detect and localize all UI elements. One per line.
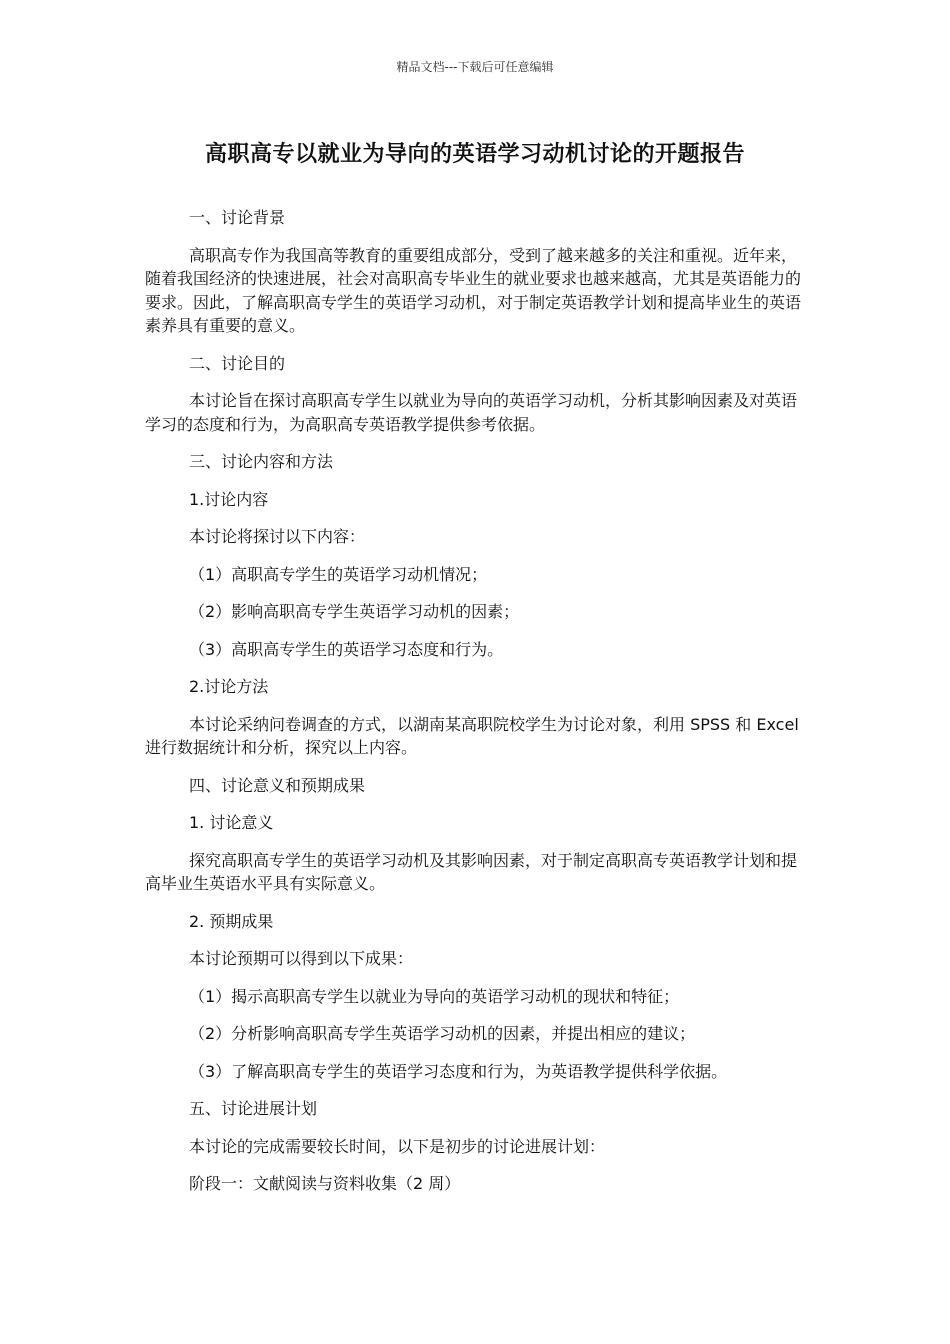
paragraph-schedule-intro: 本讨论的完成需要较长时间，以下是初步的讨论进展计划： <box>189 1136 606 1156</box>
subheading-outcomes: 2. 预期成果 <box>189 911 274 931</box>
schedule-stage-1: 阶段一：文献阅读与资料收集（2 周） <box>189 1174 461 1193</box>
paragraph-content-intro: 本讨论将探讨以下内容： <box>189 527 366 546</box>
paragraph-background: 高职高专作为我国高等教育的重要组成部分，受到了越来越多的关注和重视。近年来，随着我国经济的快速进展，社会对高职高专毕业生的就业要求也越来越高，尤其是英语能力的要求。因此，了解高职高专学生的英语学习动机，对于制定英语教学计划和提高毕业生的英语素养具有重要的意义。 <box>145 245 802 335</box>
section-heading-significance: 四、讨论意义和预期成果 <box>189 775 366 795</box>
list-item: （2）影响高职高专学生英语学习动机的因素； <box>189 602 520 621</box>
document-title: 高职高专以就业为导向的英语学习动机讨论的开题报告 <box>204 142 745 167</box>
page-header: 精品文档---下载后可任意编辑 <box>396 60 554 74</box>
subheading-significance: 1. 讨论意义 <box>189 813 274 832</box>
section-heading-background: 一、讨论背景 <box>189 208 286 227</box>
list-item: （1）揭示高职高专学生以就业为导向的英语学习动机的现状和特征； <box>189 986 680 1006</box>
paragraph-outcomes-intro: 本讨论预期可以得到以下成果： <box>189 949 414 968</box>
paragraph-method: 本讨论采纳问卷调查的方式，以湖南某高职院校学生为讨论对象，利用 SPSS 和 Excel 进行数据统计和分析，探究以上内容。 <box>145 714 799 757</box>
list-item: （3）高职高专学生的英语学习态度和行为。 <box>189 639 504 659</box>
section-heading-purpose: 二、讨论目的 <box>189 353 286 373</box>
list-item: （1）高职高专学生的英语学习动机情况； <box>189 564 488 584</box>
subheading-method: 2.讨论方法 <box>189 677 269 696</box>
list-item: （3）了解高职高专学生的英语学习态度和行为，为英语教学提供科学依据。 <box>189 1061 728 1081</box>
paragraph-significance: 探究高职高专学生的英语学习动机及其影响因素，对于制定高职高专英语教学计划和提高毕业生英语水平具有实际意义。 <box>145 850 798 893</box>
section-heading-schedule: 五、讨论进展计划 <box>189 1099 318 1118</box>
paragraph-purpose: 本讨论旨在探讨高职高专学生以就业为导向的英语学习动机，分析其影响因素及对英语学习的态度和行为，为高职高专英语教学提供参考依据。 <box>145 391 798 434</box>
subheading-content: 1.讨论内容 <box>189 489 269 509</box>
list-item: （2）分析影响高职高专学生英语学习动机的因素，并提出相应的建议； <box>189 1024 696 1043</box>
document-body <box>145 206 807 1210</box>
section-heading-content-method: 三、讨论内容和方法 <box>189 452 334 471</box>
